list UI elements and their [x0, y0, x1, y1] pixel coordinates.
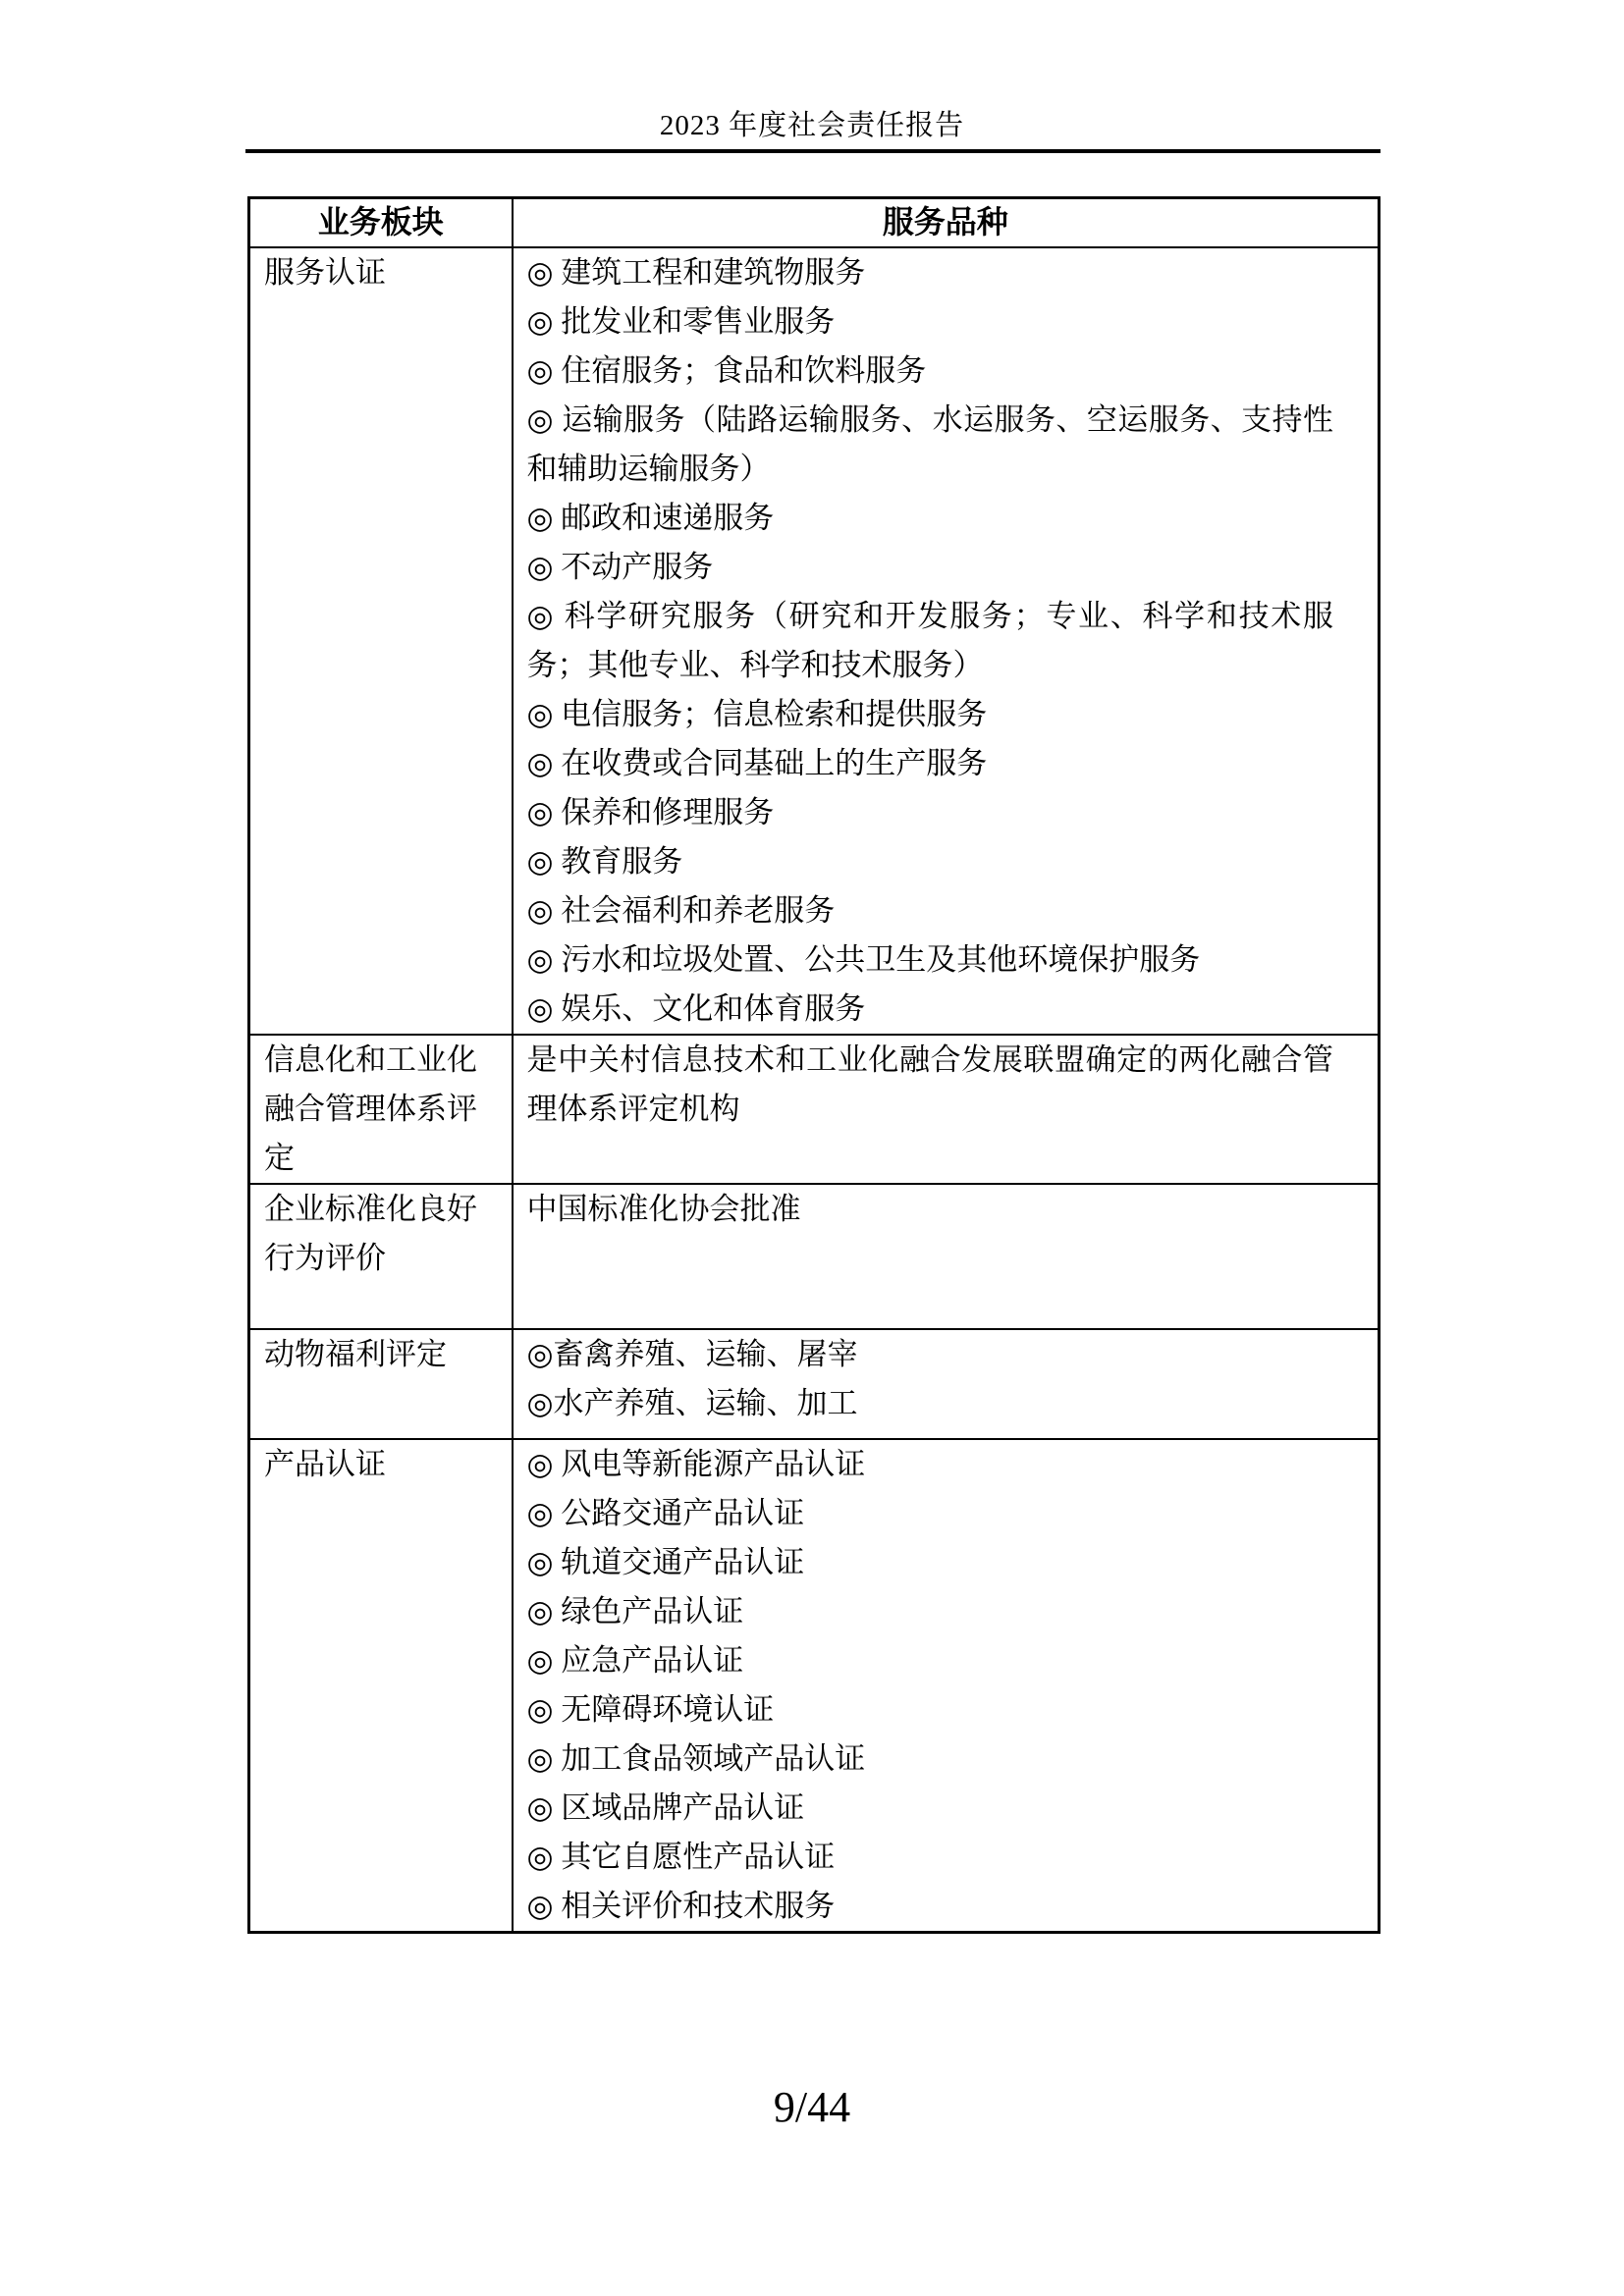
service-item: 是中关村信息技术和工业化融合发展联盟确定的两化融合管理体系评定机构 — [526, 1041, 1333, 1126]
service-item: ◎ 娱乐、文化和体育服务 — [526, 990, 866, 1026]
items-cell — [513, 247, 1380, 1035]
service-item: ◎ 运输服务（陆路运输服务、水运服务、空运服务、支持性和辅助运输服务） — [526, 401, 1333, 486]
segment-cell: 服务认证 — [249, 247, 513, 1035]
service-item: ◎ 其它自愿性产品认证 — [526, 1839, 836, 1874]
service-item: ◎ 保养和修理服务 — [526, 794, 775, 829]
service-item: ◎水产养殖、运输、加工 — [526, 1385, 858, 1420]
service-item: ◎ 加工食品领域产品认证 — [526, 1740, 866, 1776]
table-row — [249, 1035, 1380, 1184]
service-item: ◎ 教育服务 — [526, 843, 683, 879]
segment-cell: 企业标准化良好行为评价 — [249, 1184, 513, 1329]
service-item: ◎ 应急产品认证 — [526, 1642, 744, 1678]
service-item: ◎ 污水和垃圾处置、公共卫生及其他环境保护服务 — [526, 941, 1201, 977]
segment-cell: 动物福利评定 — [249, 1329, 513, 1439]
table-header-row — [249, 198, 1380, 247]
items-cell — [513, 1184, 1380, 1329]
segment-cell: 信息化和工业化融合管理体系评定 — [249, 1035, 513, 1184]
column-header-services: 服务品种 — [513, 198, 1380, 247]
service-item: ◎ 电信服务；信息检索和提供服务 — [526, 696, 988, 731]
items-cell — [513, 1035, 1380, 1184]
business-services-table — [247, 196, 1380, 1934]
segment-cell: 产品认证 — [249, 1439, 513, 1933]
page-header-title: 2023 年度社会责任报告 — [659, 110, 965, 141]
service-item: ◎ 相关评价和技术服务 — [526, 1888, 836, 1923]
service-item: ◎ 批发业和零售业服务 — [526, 303, 836, 339]
table-row — [249, 1329, 1380, 1439]
service-item: ◎畜禽养殖、运输、屠宰 — [526, 1336, 858, 1371]
service-item: ◎ 住宿服务；食品和饮料服务 — [526, 352, 927, 388]
page-number: 9/44 — [773, 2083, 851, 2131]
items-cell — [513, 1329, 1380, 1439]
service-item: ◎ 轨道交通产品认证 — [526, 1544, 805, 1579]
table-row — [249, 1184, 1380, 1329]
table-row — [249, 247, 1380, 1035]
service-item: ◎ 无障碍环境认证 — [526, 1691, 775, 1727]
service-item: ◎ 公路交通产品认证 — [526, 1495, 805, 1530]
service-item: ◎ 科学研究服务（研究和开发服务；专业、科学和技术服务；其他专业、科学和技术服务） — [526, 598, 1333, 682]
service-item: ◎ 区域品牌产品认证 — [526, 1789, 805, 1825]
header-divider — [245, 149, 1380, 153]
service-item: ◎ 社会福利和养老服务 — [526, 892, 836, 928]
service-item: ◎ 风电等新能源产品认证 — [526, 1446, 866, 1481]
service-item: ◎ 在收费或合同基础上的生产服务 — [526, 745, 988, 780]
service-item: ◎ 绿色产品认证 — [526, 1593, 744, 1629]
items-cell — [513, 1439, 1380, 1933]
table-row — [249, 1439, 1380, 1933]
service-item: ◎ 建筑工程和建筑物服务 — [526, 254, 866, 290]
service-item: ◎ 不动产服务 — [526, 549, 714, 584]
service-item: 中国标准化协会批准 — [526, 1191, 801, 1226]
column-header-segment: 业务板块 — [249, 198, 513, 247]
service-item: ◎ 邮政和速递服务 — [526, 500, 775, 535]
